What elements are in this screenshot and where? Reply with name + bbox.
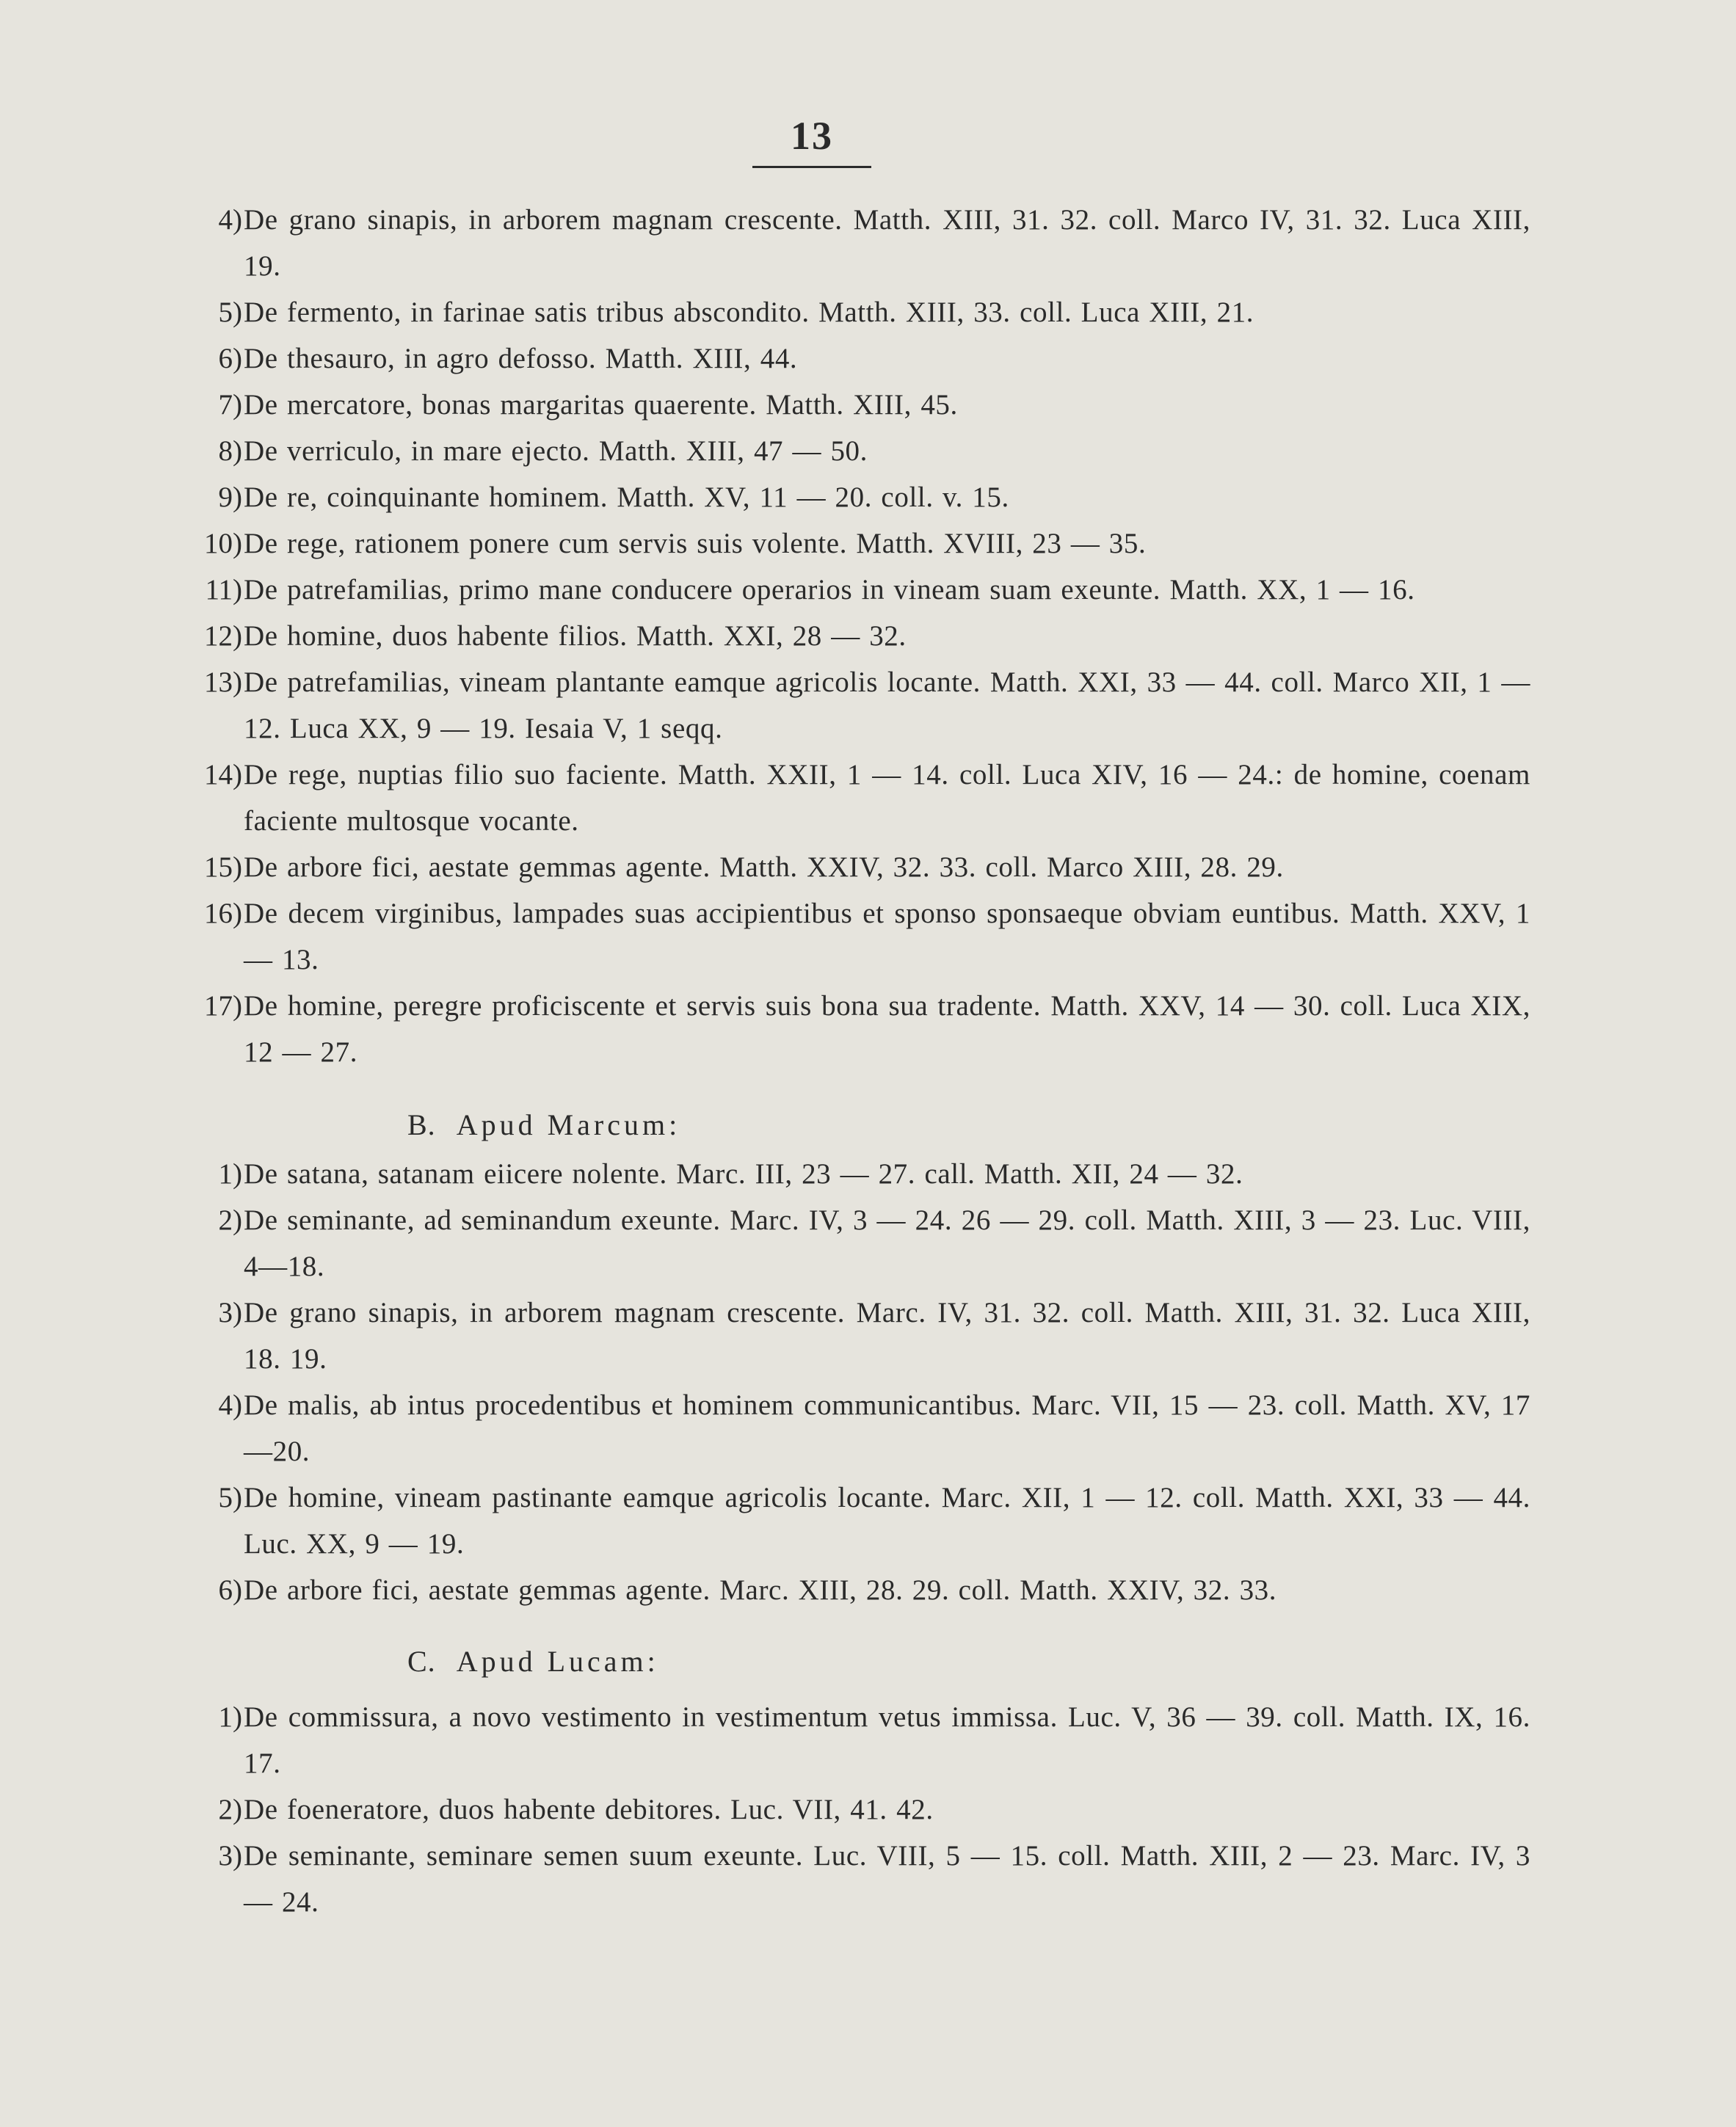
item-text: De foeneratore, duos habente debitores. Luc. VII, 41. 42. <box>244 1794 934 1825</box>
list-item <box>169 1694 1530 1786</box>
list-item <box>169 428 1530 474</box>
item-text: De re, coinquinante hominem. Matth. XV, 11 — 20. coll. v. 15. <box>244 481 1009 513</box>
item-text: De fermento, in farinae satis tribus abscondito. Matth. XIII, 33. coll. Luca XIII, 21. <box>244 297 1254 328</box>
item-text: De patrefamilias, vineam plantante eamque agricolis locante. Matth. XXI, 33 — 44. coll. Marco XII, 1 — 12. Luca XX, 9 — 19. Iesaia V, 1 seqq. <box>244 666 1530 744</box>
list-item <box>169 659 1530 752</box>
section-title: Apud Marcum: <box>456 1108 681 1141</box>
list-item <box>169 1833 1530 1925</box>
item-text: De malis, ab intus procedentibus et hominem communicantibus. Marc. VII, 15 — 23. coll. Matth. XV, 17—20. <box>244 1389 1530 1467</box>
item-text: De mercatore, bonas margaritas quaerente. Matth. XIII, 45. <box>244 389 958 421</box>
item-text: De homine, peregre proficiscente et servis suis bona sua tradente. Matth. XXV, 14 — 30. coll. Luca XIX, 12 — 27. <box>244 990 1530 1068</box>
list-item <box>169 1151 1530 1197</box>
list-item <box>169 289 1530 335</box>
item-text: De arbore fici, aestate gemmas agente. Matth. XXIV, 32. 33. coll. Marco XIII, 28. 29. <box>244 851 1284 883</box>
item-number: 1) <box>218 1701 242 1733</box>
section-title: Apud Lucam: <box>456 1645 659 1678</box>
list-item <box>169 844 1530 890</box>
item-text: De patrefamilias, primo mane conducere operarios in vineam suam exeunte. Matth. XX, 1 — 16. <box>244 574 1415 606</box>
list-item <box>169 382 1530 428</box>
item-text: De rege, nuptias filio suo faciente. Matth. XXII, 1 — 14. coll. Luca XIV, 16 — 24.: de homine, coenam faciente multosque vocante. <box>244 759 1530 837</box>
list-item <box>169 890 1530 983</box>
item-number: 2) <box>218 1204 242 1236</box>
item-text: De commissura, a novo vestimento in vestimentum vetus immissa. Luc. V, 36 — 39. coll. Matth. IX, 16. 17. <box>244 1701 1530 1779</box>
list-item <box>169 567 1530 613</box>
item-number: 16) <box>204 898 242 929</box>
list-item <box>169 983 1530 1075</box>
section-letter: B. <box>407 1108 436 1141</box>
list-item <box>169 520 1530 567</box>
item-number: 8) <box>218 435 242 467</box>
item-text: De arbore fici, aestate gemmas agente. Marc. XIII, 28. 29. coll. Matth. XXIV, 32. 33. <box>244 1574 1277 1606</box>
item-number: 7) <box>218 389 242 421</box>
page-number-rule <box>752 166 871 168</box>
section-heading-marcum <box>407 1102 680 1148</box>
section-letter: C. <box>407 1645 436 1678</box>
item-text: De satana, satanam eiicere nolente. Marc. III, 23 — 27. call. Matth. XII, 24 — 32. <box>244 1158 1243 1190</box>
item-number: 11) <box>205 574 242 606</box>
list-item <box>169 1786 1530 1833</box>
page-number: 13 <box>791 114 833 158</box>
item-text: De grano sinapis, in arborem magnam crescente. Matth. XIII, 31. 32. coll. Marco IV, 31. 32. Luca XIII, 19. <box>244 204 1530 282</box>
list-item <box>169 335 1530 382</box>
item-number: 4) <box>218 1389 242 1421</box>
list-item <box>169 474 1530 520</box>
item-number: 2) <box>218 1794 242 1825</box>
item-text: De thesauro, in agro defosso. Matth. XIII, 44. <box>244 343 798 374</box>
item-number: 10) <box>204 528 242 559</box>
list-item <box>169 197 1530 289</box>
item-text: De decem virginibus, lampades suas accipientibus et sponso sponsaeque obviam euntibus. Matth. XXV, 1 — 13. <box>244 898 1530 975</box>
item-text: De seminante, seminare semen suum exeunte. Luc. VIII, 5 — 15. coll. Matth. XIII, 2 — 23. Marc. IV, 3 — 24. <box>244 1840 1530 1918</box>
list-item <box>169 1567 1530 1613</box>
item-number: 4) <box>218 204 242 236</box>
list-item <box>169 1475 1530 1567</box>
item-text: De rege, rationem ponere cum servis suis volente. Matth. XVIII, 23 — 35. <box>244 528 1147 559</box>
item-number: 1) <box>218 1158 242 1190</box>
item-text: De seminante, ad seminandum exeunte. Marc. IV, 3 — 24. 26 — 29. coll. Matth. XIII, 3 — 23. Luc. VIII, 4—18. <box>244 1204 1530 1282</box>
item-number: 17) <box>204 990 242 1022</box>
list-item <box>169 1290 1530 1382</box>
item-number: 3) <box>218 1297 242 1328</box>
list-item <box>169 1197 1530 1290</box>
item-number: 6) <box>218 1574 242 1606</box>
item-number: 5) <box>218 297 242 328</box>
item-number: 12) <box>204 620 242 652</box>
item-text: De grano sinapis, in arborem magnam crescente. Marc. IV, 31. 32. coll. Matth. XIII, 31. 32. Luca XIII, 18. 19. <box>244 1297 1530 1375</box>
list-item <box>169 613 1530 659</box>
section-heading-lucam <box>407 1638 659 1684</box>
page-number-wrap <box>752 114 871 158</box>
item-number: 3) <box>218 1840 242 1872</box>
item-number: 9) <box>218 481 242 513</box>
item-text: De homine, vineam pastinante eamque agricolis locante. Marc. XII, 1 — 12. coll. Matth. XXI, 33 — 44. Luc. XX, 9 — 19. <box>244 1482 1530 1560</box>
list-item <box>169 1382 1530 1475</box>
item-number: 5) <box>218 1482 242 1513</box>
item-number: 14) <box>204 759 242 790</box>
item-text: De verriculo, in mare ejecto. Matth. XIII, 47 — 50. <box>244 435 868 467</box>
item-text: De homine, duos habente filios. Matth. XXI, 28 — 32. <box>244 620 907 652</box>
item-number: 13) <box>204 666 242 698</box>
item-number: 6) <box>218 343 242 374</box>
list-item <box>169 752 1530 844</box>
item-number: 15) <box>204 851 242 883</box>
